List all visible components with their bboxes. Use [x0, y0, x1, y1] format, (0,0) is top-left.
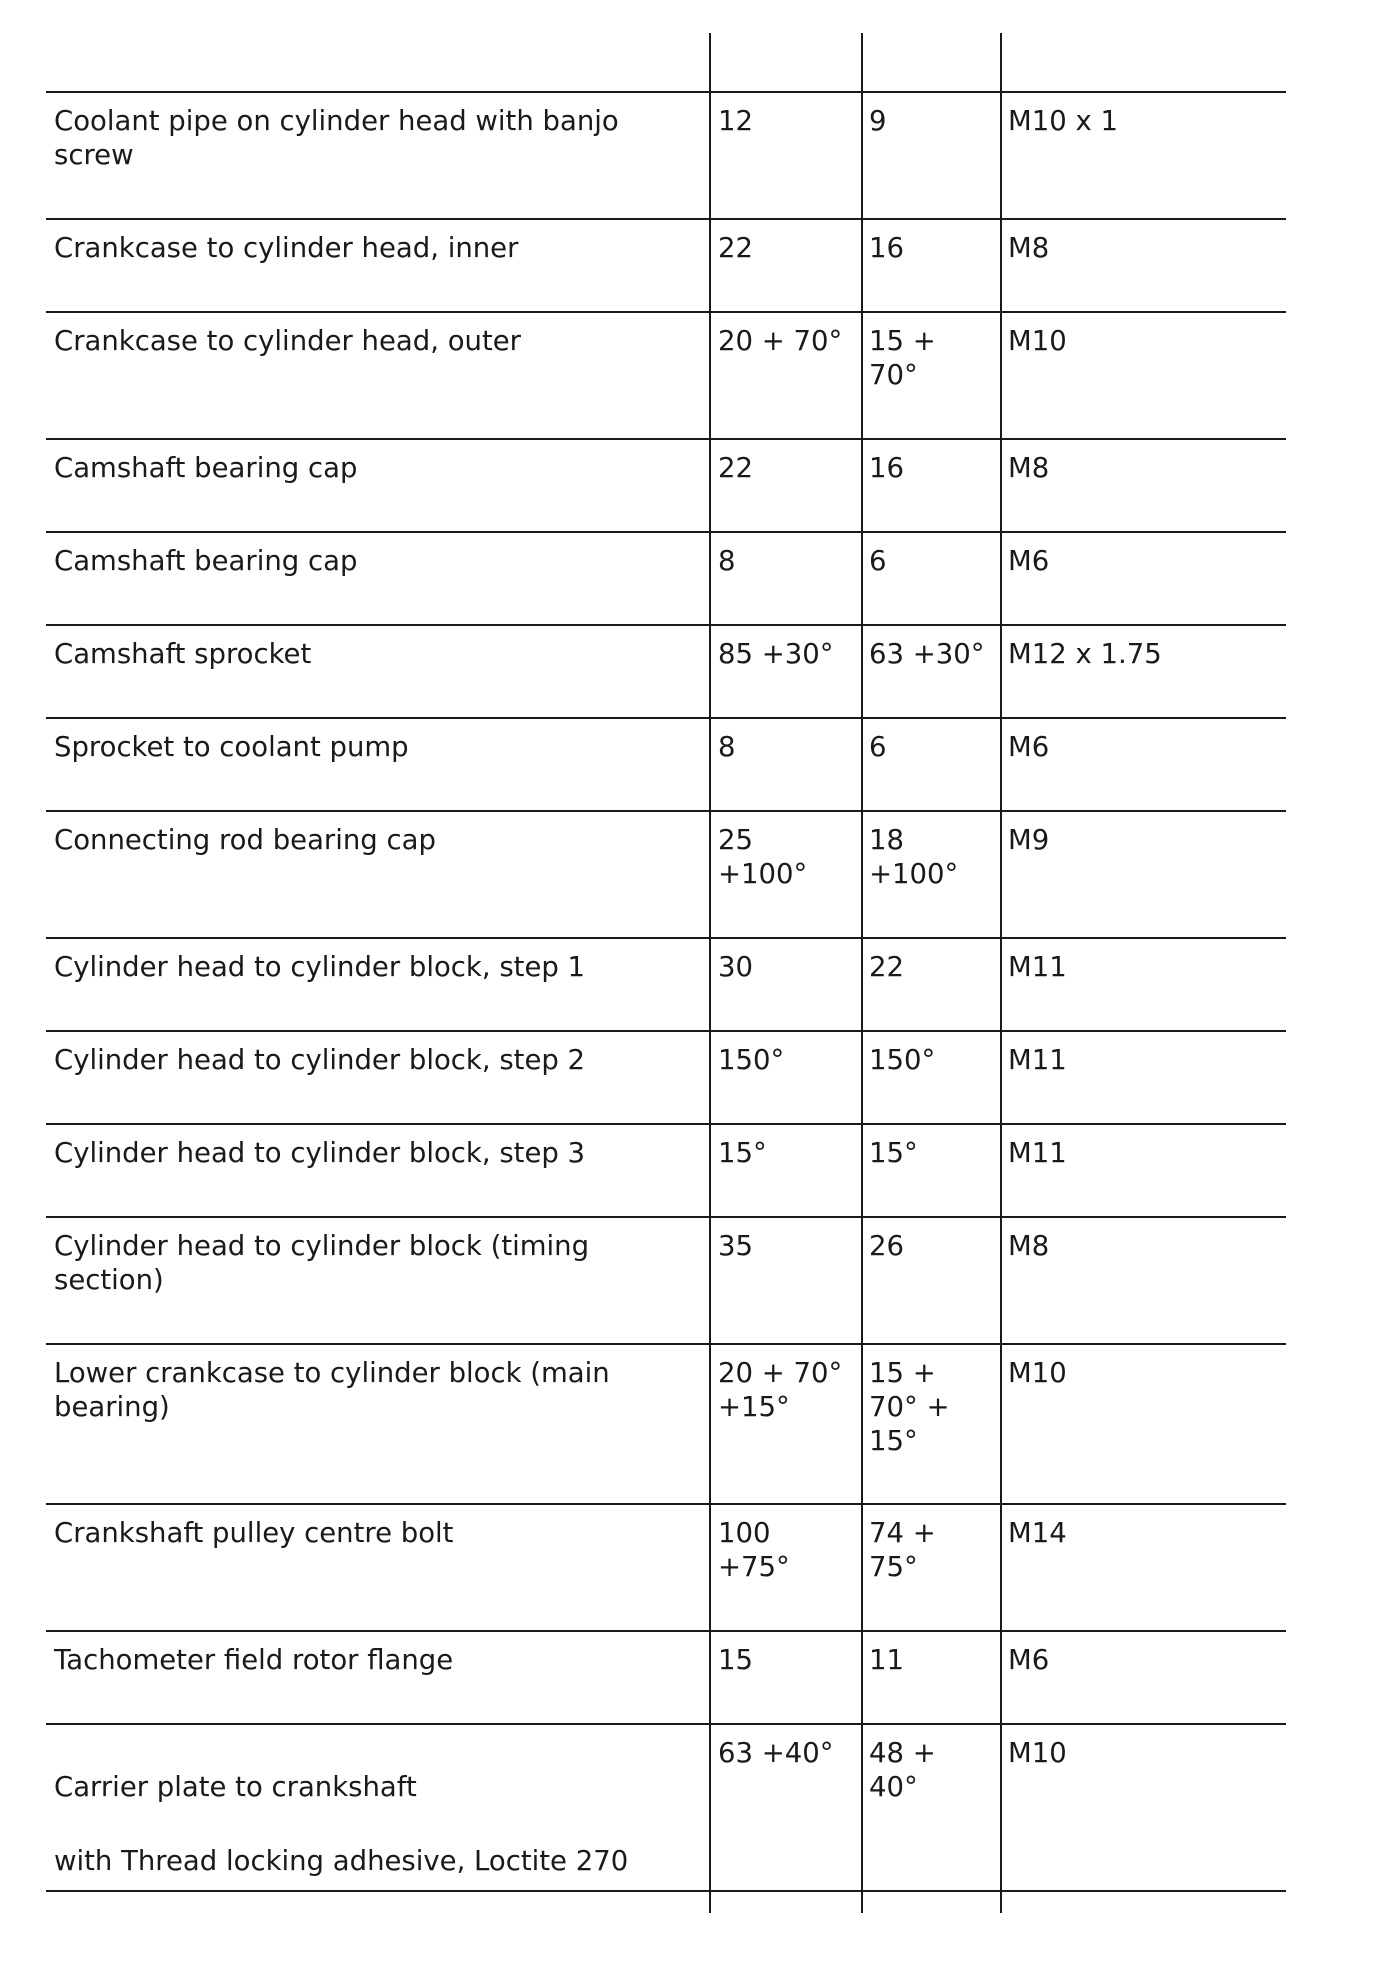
- torque-lbf-ft-cell: 18 +100°: [869, 824, 959, 890]
- torque-nm-cell: 8: [718, 731, 736, 763]
- torque-lbf-ft-cell: 22: [869, 951, 904, 983]
- thread-size-cell: M6: [1008, 545, 1050, 577]
- torque-nm-cell: 63 +40°: [718, 1737, 834, 1769]
- component-cell: Crankcase to cylinder head, inner: [54, 232, 519, 264]
- row-rule: [46, 717, 1286, 719]
- torque-lbf-ft-cell: 16: [869, 452, 904, 484]
- thread-size-cell: M11: [1008, 951, 1067, 983]
- thread-size-cell: M9: [1008, 824, 1050, 856]
- row-rule: [46, 1030, 1286, 1032]
- torque-lbf-ft-cell: 150°: [869, 1044, 936, 1076]
- torque-lbf-ft-cell: 48 + 40°: [869, 1737, 936, 1803]
- row-rule: [46, 91, 1286, 93]
- torque-nm-cell: 8: [718, 545, 736, 577]
- row-rule: [46, 1216, 1286, 1218]
- torque-nm-cell: 150°: [718, 1044, 785, 1076]
- row-rule: [46, 937, 1286, 939]
- component-cell: Sprocket to coolant pump: [54, 731, 409, 763]
- component-cell: Connecting rod bearing cap: [54, 824, 436, 856]
- component-label: Carrier plate to crankshaft: [54, 1771, 417, 1803]
- component-cell: Camshaft bearing cap: [54, 452, 358, 484]
- thread-size-cell: M11: [1008, 1137, 1067, 1169]
- component-cell: Cylinder head to cylinder block, step 1: [54, 951, 586, 983]
- torque-nm-cell: 12: [718, 105, 753, 137]
- thread-size-cell: M6: [1008, 1644, 1050, 1676]
- torque-lbf-ft-cell: 63 +30°: [869, 638, 985, 670]
- torque-lbf-ft-cell: 74 + 75°: [869, 1517, 936, 1583]
- row-rule: [46, 1123, 1286, 1125]
- row-rule: [46, 311, 1286, 313]
- torque-lbf-ft-cell: 15°: [869, 1137, 918, 1169]
- component-note: with Thread locking adhesive, Loctite 270: [54, 1845, 629, 1877]
- torque-nm-cell: 85 +30°: [718, 638, 834, 670]
- component-cell: Camshaft bearing cap: [54, 545, 358, 577]
- torque-lbf-ft-cell: 9: [869, 105, 887, 137]
- thread-size-cell: M10: [1008, 1357, 1067, 1389]
- component-cell: Lower crankcase to cylinder block (main bearing): [54, 1357, 610, 1423]
- torque-nm-cell: 20 + 70° +15°: [718, 1357, 843, 1423]
- row-rule: [46, 438, 1286, 440]
- torque-lbf-ft-cell: 26: [869, 1230, 904, 1262]
- row-rule: [46, 1723, 1286, 1725]
- torque-nm-cell: 22: [718, 452, 753, 484]
- torque-nm-cell: 22: [718, 232, 753, 264]
- torque-nm-cell: 15°: [718, 1137, 767, 1169]
- torque-lbf-ft-cell: 16: [869, 232, 904, 264]
- thread-size-cell: M14: [1008, 1517, 1067, 1549]
- torque-nm-cell: 30: [718, 951, 753, 983]
- row-rule: [46, 218, 1286, 220]
- thread-size-cell: M12 x 1.75: [1008, 638, 1162, 670]
- component-cell: [54, 1736, 694, 1912]
- thread-size-cell: M11: [1008, 1044, 1067, 1076]
- component-cell: Crankshaft pulley centre bolt: [54, 1517, 454, 1549]
- component-cell: Cylinder head to cylinder block (timing section): [54, 1230, 590, 1296]
- torque-nm-cell: 25 +100°: [718, 824, 808, 890]
- thread-size-cell: M6: [1008, 731, 1050, 763]
- torque-lbf-ft-cell: 6: [869, 545, 887, 577]
- thread-size-cell: M8: [1008, 452, 1050, 484]
- component-cell: Camshaft sprocket: [54, 638, 312, 670]
- component-cell: Crankcase to cylinder head, outer: [54, 325, 521, 357]
- row-rule: [46, 810, 1286, 812]
- component-cell: Coolant pipe on cylinder head with banjo screw: [54, 105, 619, 171]
- thread-size-cell: M10: [1008, 325, 1067, 357]
- row-rule: [46, 624, 1286, 626]
- torque-lbf-ft-cell: 6: [869, 731, 887, 763]
- thread-size-cell: M8: [1008, 1230, 1050, 1262]
- row-rule: [46, 1343, 1286, 1345]
- component-cell: Cylinder head to cylinder block, step 2: [54, 1044, 586, 1076]
- component-cell: Cylinder head to cylinder block, step 3: [54, 1137, 586, 1169]
- torque-nm-cell: 35: [718, 1230, 753, 1262]
- torque-nm-cell: 100 +75°: [718, 1517, 790, 1583]
- row-rule: [46, 1630, 1286, 1632]
- thread-size-cell: M10: [1008, 1737, 1067, 1769]
- thread-size-cell: M10 x 1: [1008, 105, 1118, 137]
- torque-lbf-ft-cell: 15 + 70° + 15°: [869, 1357, 950, 1457]
- torque-nm-cell: 15: [718, 1644, 753, 1676]
- row-rule: [46, 531, 1286, 533]
- thread-size-cell: M8: [1008, 232, 1050, 264]
- torque-nm-cell: 20 + 70°: [718, 325, 843, 357]
- row-rule: [46, 1503, 1286, 1505]
- torque-lbf-ft-cell: 15 + 70°: [869, 325, 936, 391]
- component-cell: Tachometer field rotor flange: [54, 1644, 454, 1676]
- torque-lbf-ft-cell: 11: [869, 1644, 904, 1676]
